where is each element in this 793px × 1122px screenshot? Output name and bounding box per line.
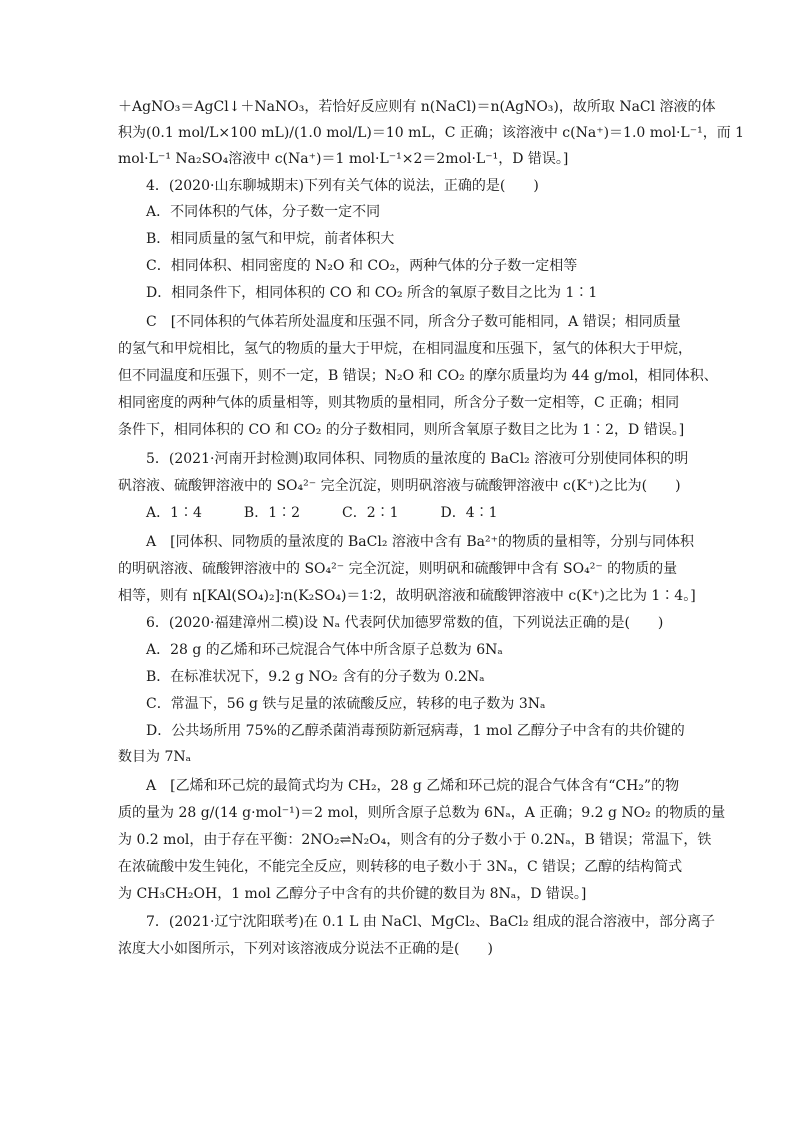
text-line: 的氢气和甲烷相比，氢气的物质的量大于甲烷，在相同温度和压强下，氢气的体积大于甲烷， [118,341,692,357]
text-line: 条件下，相同体积的 CO 和 CO₂ 的分子数相同，则所含氧原子数目之比为 1∶2，D 错误。] [118,422,685,438]
option-a: A．不同体积的气体，分子数一定不同 [146,204,381,220]
text-line: ＋AgNO₃＝AgCl↓＋NaNO₃，若恰好反应则有 n(NaCl)＝n(AgNO₃)，故所取 NaCl 溶液的体 [118,99,716,115]
option-a: A．28 g 的乙烯和环己烷混合气体中所含原子总数为 6Nₐ [146,642,503,658]
option-c: C．相同体积、相同密度的 N₂O 和 CO₂，两种气体的分子数一定相等 [146,258,578,274]
answer-4: C [不同体积的气体若所处温度和压强不同，所含分子数可能相同，A 错误；相同质量 [146,314,681,330]
text-line: 在浓硫酸中发生钝化，不能完全反应，则转移的电子数小于 3Nₐ，C 错误；乙醇的结构简式 [118,859,683,875]
text-line: 浓度大小如图所示，下列对该溶液成分说法不正确的是( ) [118,941,493,957]
text-line: 相同密度的两种气体的质量相等，则其物质的量相同，所含分子数一定相等，C 正确；相同 [118,395,680,411]
text-line: 矾溶液、硫酸钾溶液中的 SO₄²⁻ 完全沉淀，则明矾溶液与硫酸钾溶液中 c(K⁺)之比为( ) [118,478,681,494]
text-line: 质的量为 28 g/(14 g·mol⁻¹)＝2 mol，则所含原子总数为 6Nₐ，A 正确；9.2 g NO₂ 的物质的量 [118,805,726,821]
text-line: mol·L⁻¹ Na₂SO₄溶液中 c(Na⁺)＝1 mol·L⁻¹×2＝2mol·L⁻¹，D 错误。] [118,151,569,167]
option-b: B．在标准状况下，9.2 g NO₂ 含有的分子数为 0.2Nₐ [146,669,485,685]
text-line: 相等，则有 n[KAl(SO₄)₂]∶n(K₂SO₄)＝1∶2，故明矾溶液和硫酸钾溶液中 c(K⁺)之比为 1∶4。] [118,588,696,604]
question-4-stem: 4．(2020·山东聊城期末)下列有关气体的说法，正确的是( ) [146,178,539,194]
question-5-stem: 5．(2021·河南开封检测)取同体积、同物质的量浓度的 BaCl₂ 溶液可分别使同体积的明 [146,451,689,467]
answer-5: A [同体积、同物质的量浓度的 BaCl₂ 溶液中含有 Ba²⁺的物质的量相等，分别与同体积 [146,534,694,550]
text-line: 的明矾溶液、硫酸钾溶液中的 SO₄²⁻ 完全沉淀，则明矾和硫酸钾中含有 SO₄²⁻ 的物质的量 [118,561,678,577]
text-line: 为 0.2 mol，由于存在平衡：2NO₂⇌N₂O₄，则含有的分子数小于 0.2Nₐ，B 错误；常温下，铁 [118,832,712,848]
text-line: 积为(0.1 mol/L×100 mL)/(1.0 mol/L)＝10 mL，C 正确；该溶液中 c(Na⁺)＝1.0 mol·L⁻¹，而 1 [118,125,745,141]
option-d: D．相同条件下，相同体积的 CO 和 CO₂ 所含的氧原子数目之比为 1∶1 [146,285,598,301]
question-6-stem: 6．(2020·福建漳州二模)设 Nₐ 代表阿伏加德罗常数的值，下列说法正确的是( ) [146,615,664,631]
question-7-stem: 7．(2021·辽宁沈阳联考)在 0.1 L 由 NaCl、MgCl₂、BaCl₂ 组成的混合溶液中，部分离子 [146,914,716,930]
text-line: 但不同温度和压强下，则不一定，B 错误；N₂O 和 CO₂ 的摩尔质量均为 44 g/mol，相同体积、 [118,368,718,384]
text-line: 数目为 7Nₐ [118,749,192,765]
option-c: C．常温下，56 g 铁与足量的浓硫酸反应，转移的电子数为 3Nₐ [146,696,546,712]
text-line: 为 CH₃CH₂OH，1 mol 乙醇分子中含有的共价键的数目为 8Nₐ，D 错误。] [118,886,587,902]
option-d: D．公共场所用 75%的乙醇杀菌消毒预防新冠病毒，1 mol 乙醇分子中含有的共价键的 [146,723,685,739]
options-row: A．1∶4 B．1∶2 C．2∶1 D．4∶1 [146,505,498,521]
option-b: B．相同质量的氢气和甲烷，前者体积大 [146,231,395,247]
answer-6: A [乙烯和环己烷的最简式均为 CH₂，28 g 乙烯和环己烷的混合气体含有“CH₂”的物 [146,778,680,794]
